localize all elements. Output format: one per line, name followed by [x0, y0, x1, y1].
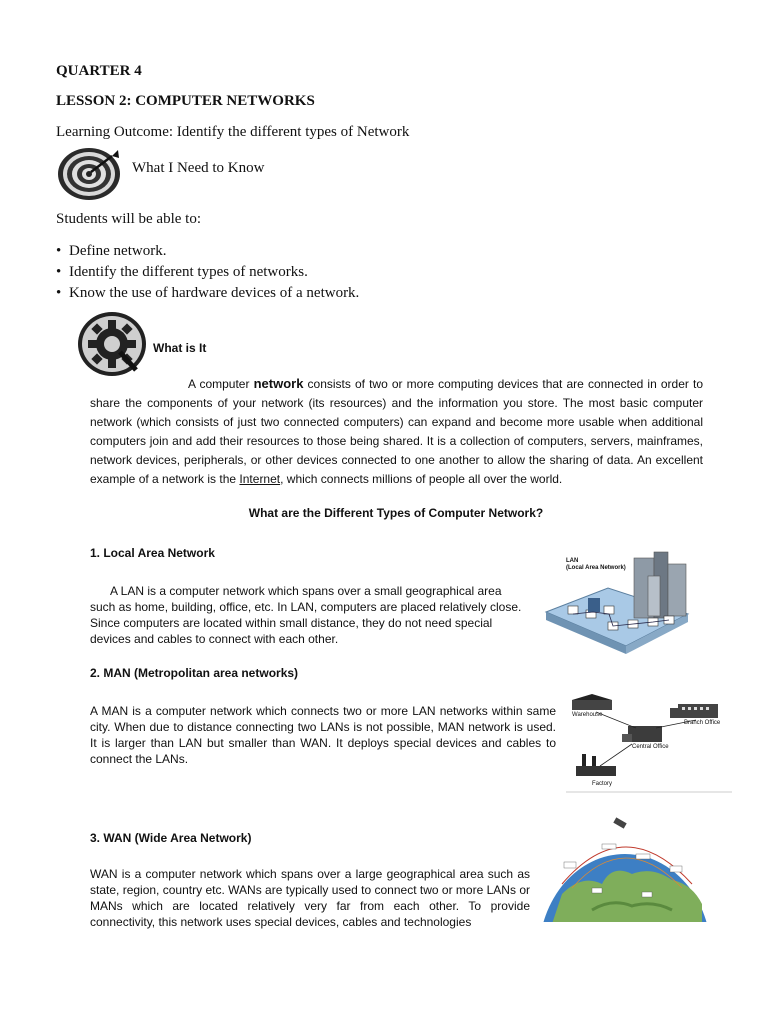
- figure-caption: (Local Area Network): [566, 565, 626, 571]
- wan-paragraph: WAN is a computer network which spans over a large geographical area such as state, region, country etc. WANs are typically used to connect two or more LANs or MANs which are located relatively very far from each other. To provide connectivity, this network uses special devices, cables and technologies: [90, 867, 530, 929]
- warehouse-label: Warehouse: [572, 712, 603, 718]
- list-item: • Define network.: [56, 241, 359, 262]
- paragraph-text: A computer: [188, 377, 254, 391]
- list-item: • Know the use of hardware devices of a network.: [56, 283, 359, 304]
- network-term: network: [253, 376, 304, 391]
- what-is-it-title: What is It: [153, 341, 207, 355]
- lan-paragraph: A LAN is a computer network which spans over a small geographical area such as home, building, office, etc. In LAN, computers are placed relatively close. Since computers are located within small distance, they do not need special devices and cables to connect with each other.: [90, 584, 522, 646]
- lan-heading: 1. Local Area Network: [90, 546, 215, 560]
- paragraph-text: consists of two or more computing devices that are connected in order to share the components of your network (its resources) and the information you store. The most basic computer network (which consists of just two connected computers) can expand and become more usable when additional computers join and add their resources to those being shared. It is a collection of computers, servers, mainframes, network devices, peripherals, or other devices connected to one another to allow the sharing of data. An excellent example of a network is the: [90, 377, 704, 486]
- internet-link[interactable]: Internet: [239, 472, 281, 486]
- wan-heading: 3. WAN (Wide Area Network): [90, 831, 252, 845]
- man-paragraph: A MAN is a computer network which connects two or more LAN networks within same city. When due to distance connecting two LANs is not possible, MAN network is used. It is larger than LAN but smaller than WAN. It deploys special devices and cables to connect the LANs.: [90, 704, 556, 766]
- branch-office-label: Branch Office: [684, 720, 721, 726]
- man-illustration: [566, 694, 732, 796]
- gear-icon: [76, 310, 148, 378]
- types-title: What are the Different Types of Computer Network?: [248, 506, 544, 520]
- factory-label: Factory: [592, 781, 613, 787]
- lesson-title: LESSON 2: COMPUTER NETWORKS: [56, 93, 315, 109]
- man-heading: 2. MAN (Metropolitan area networks): [90, 666, 299, 680]
- figure-caption: LAN: [566, 558, 579, 564]
- paragraph-text: , which connects millions of people all over the world.: [280, 472, 563, 486]
- quarter-title: QUARTER 4: [56, 63, 142, 79]
- target-icon: [56, 146, 122, 202]
- central-office-label: Central Office: [632, 744, 669, 750]
- network-definition-paragraph: [90, 374, 703, 489]
- wan-illustration: [542, 814, 708, 924]
- lan-illustration: [538, 548, 704, 660]
- students-intro: Students will be able to:: [56, 211, 201, 227]
- need-to-know-title: What I Need to Know: [132, 160, 265, 176]
- lan-figure-label: [566, 558, 626, 572]
- objectives-list: [56, 241, 359, 304]
- list-item: • Identify the different types of networks.: [56, 262, 359, 283]
- learning-outcome: Learning Outcome: Identify the different types of Network: [56, 124, 410, 140]
